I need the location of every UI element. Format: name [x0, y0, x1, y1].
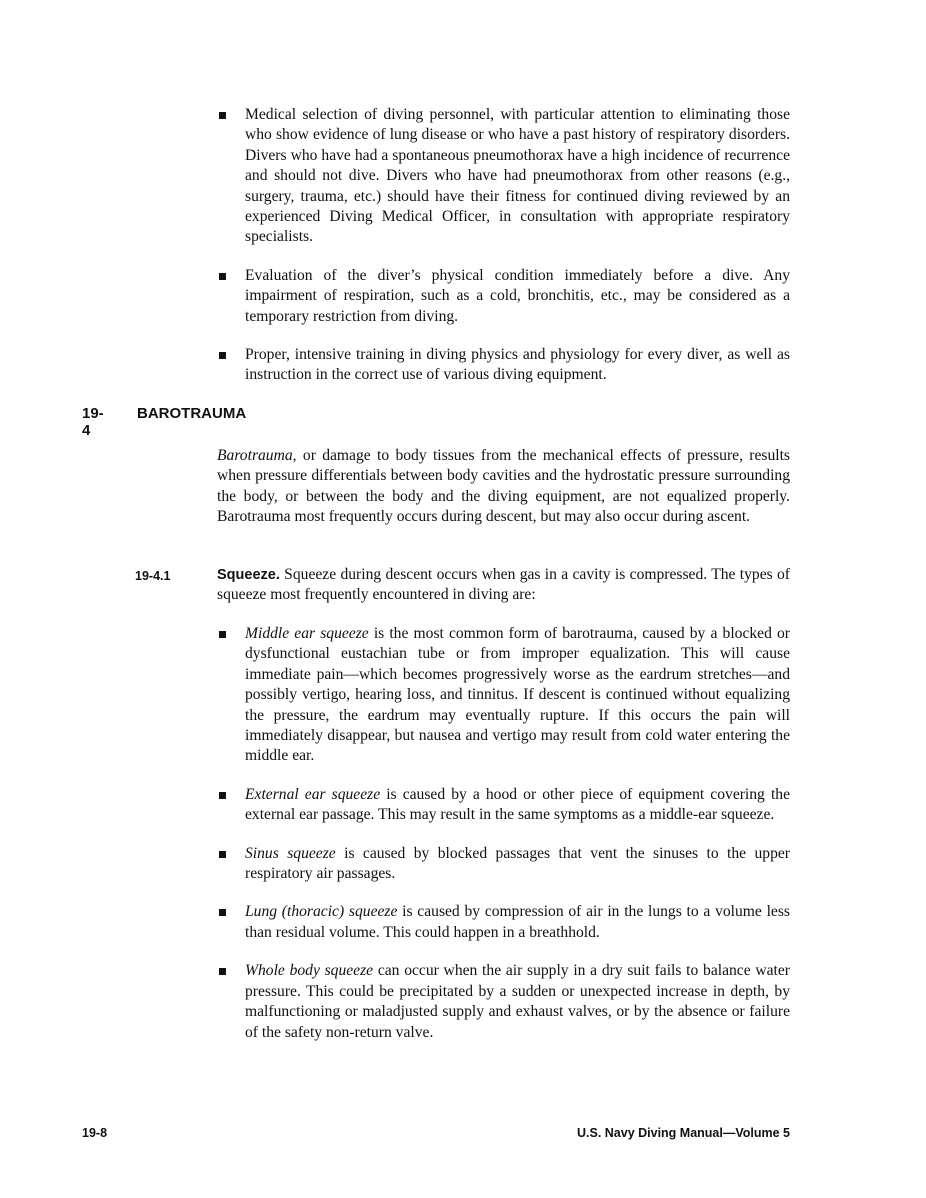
square-bullet-icon	[219, 273, 226, 280]
squeeze-term: Whole body squeeze	[245, 962, 374, 980]
squeeze-text: is the most common form of barotrauma, caused by a blocked or dysfunctional eustachian tube or from improper equalization. This will cause immediate pain—which becomes progressively worse as the eardrum stretches—and possibly vertigo, hearing loss, and tinnitus. If descent is continued without equalizing the pressure, the eardrum may eventually rupture. If this occurs the pain will immediately disappear, but nausea and vertigo may result from cold water entering the middle ear.	[245, 625, 790, 765]
square-bullet-icon	[219, 792, 226, 799]
subsection-paragraph	[217, 565, 790, 606]
section-number: 19-4	[82, 405, 104, 439]
square-bullet-icon	[219, 631, 226, 638]
square-bullet-icon	[219, 968, 226, 975]
list-item	[217, 902, 790, 943]
square-bullet-icon	[219, 909, 226, 916]
bullet-text: Proper, intensive training in diving physics and physiology for every diver, as well as instruction in the correct use of various diving equipment.	[245, 346, 790, 384]
section-intro	[217, 446, 790, 528]
subsection-text: Squeeze during descent occurs when gas in a cavity is compressed. The types of squeeze most frequently encountered in diving are:	[217, 566, 790, 604]
precautions-list	[217, 105, 790, 404]
list-item	[217, 105, 790, 248]
list-item	[217, 345, 790, 386]
intro-term: Barotrauma	[217, 447, 293, 464]
squeeze-term: Sinus squeeze	[245, 844, 336, 862]
intro-text: , or damage to body tissues from the mechanical effects of pressure, results when pressure differentials between body cavities and the hydrostatic pressure surrounding the body, or between the body and the diving equipment, are not equalized properly. Barotrauma most frequently occurs during descent, but may also occur during ascent.	[217, 447, 790, 526]
list-item	[217, 961, 790, 1043]
squeeze-text: can occur when the air supply in a dry suit fails to balance water pressure. This could be precipitated by a sudden or unexpected increase in depth, by malfunctioning or maladjusted supply and exhaust valves, or by the absence or failure of the safety non-return valve.	[245, 962, 790, 1041]
squeeze-text: is caused by a hood or other piece of equipment covering the external ear passage. This may result in the same symptoms as a middle-ear squeeze.	[245, 785, 790, 824]
list-item	[217, 624, 790, 767]
squeeze-text: is caused by blocked passages that vent the sinuses to the upper respiratory air passages.	[245, 844, 790, 883]
squeeze-term: Lung (thoracic) squeeze	[245, 903, 398, 921]
squeeze-term: Middle ear squeeze	[245, 625, 369, 642]
bullet-text: Medical selection of diving personnel, with particular attention to eliminating those who show evidence of lung disease or who have a past history of respiratory disorders. Divers who have had a spontaneous pneumothorax have a high incidence of recurrence and should not dive. Divers who have had pneumothorax from other reasons (e.g., surgery, trauma, etc.) should have their fitness for continued diving reviewed by an experienced Diving Medical Officer, in consultation with appropriate respiratory specialists.	[245, 106, 790, 246]
subsection-heading: Squeeze.	[217, 567, 280, 583]
list-item	[217, 266, 790, 327]
footer-manual-title: U.S. Navy Diving Manual—Volume 5	[576, 1126, 790, 1140]
square-bullet-icon	[219, 352, 226, 359]
list-item	[217, 785, 790, 826]
squeeze-text: is caused by compression of air in the lungs to a volume less than residual volume. This could happen in a breathhold.	[245, 903, 790, 941]
square-bullet-icon	[219, 112, 226, 119]
footer-page-number: 19-8	[82, 1126, 108, 1140]
subsection-number: 19-4.1	[135, 569, 171, 583]
bullet-text: Evaluation of the diver’s physical condition immediately before a dive. Any impairment of respiration, such as a cold, bronchitis, etc., may be considered as a temporary restriction from diving.	[245, 266, 790, 325]
list-item	[217, 844, 790, 885]
squeeze-term: External ear squeeze	[245, 785, 381, 803]
squeeze-types-list	[217, 624, 790, 1061]
section-title: BAROTRAUMA	[137, 405, 247, 422]
square-bullet-icon	[219, 851, 226, 858]
